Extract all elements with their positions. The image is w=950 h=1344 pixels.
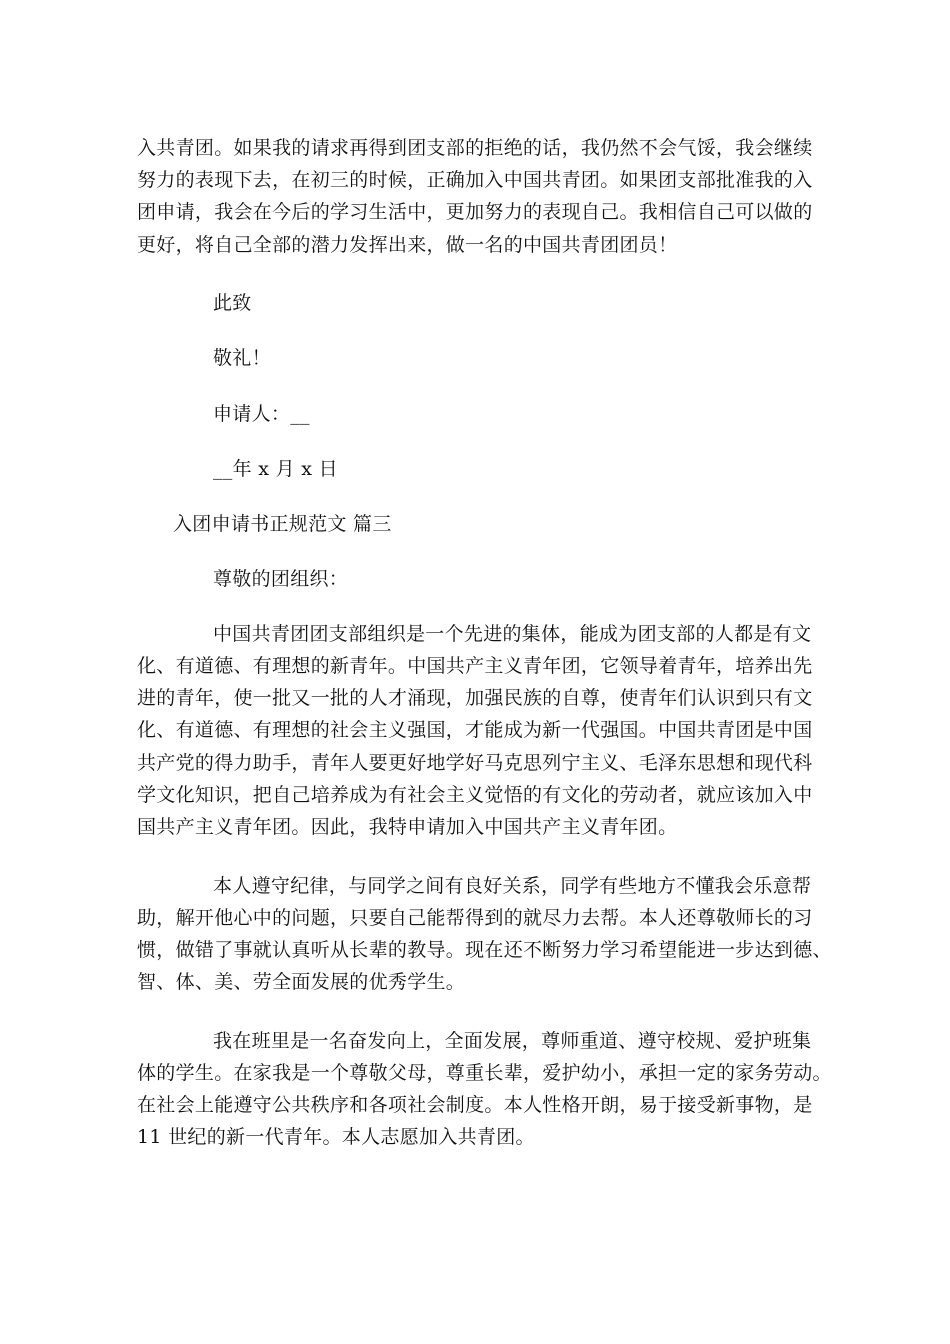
paragraph-line: 本人遵守纪律，与同学之间有良好关系，同学有些地方不懂我会乐意帮 bbox=[213, 875, 812, 897]
paragraph-line: 共产党的得力助手，青年人要更好地学好马克思列宁主义、毛泽东思想和现代科 bbox=[137, 752, 813, 774]
paragraph-line: 惯，做错了事就认真听从长辈的教导。现在还不断努力学习希望能进一步达到德、 bbox=[137, 939, 832, 961]
paragraph-line: 学文化知识，把自己培养成为有社会主义觉悟的有文化的劳动者，就应该加入中 bbox=[137, 784, 813, 806]
applicant-line: 申请人：__ bbox=[213, 403, 310, 425]
closing-text: 此致 bbox=[213, 292, 252, 314]
section-title: 入团申请书正规范文 篇三 bbox=[173, 513, 392, 535]
paragraph-line: 化、有道德、有理想的新青年。中国共产主义青年团，它领导着青年，培养出先 bbox=[137, 655, 813, 677]
paragraph-line: 我在班里是一名奋发向上，全面发展，尊师重道、遵守校规、爱护班集 bbox=[213, 1030, 812, 1052]
paragraph-line: 努力的表现下去，在初三的时候，正确加入中国共青团。如果团支部批准我的入 bbox=[137, 169, 813, 191]
paragraph-line: 化、有道德、有理想的社会主义强国，才能成为新一代强国。中国共青团是中国 bbox=[137, 719, 813, 741]
paragraph-line: 国共产主义青年团。因此，我特申请加入中国共产主义青年团。 bbox=[137, 816, 678, 838]
paragraph-line: 在社会上能遵守公共秩序和各项社会制度。本人性格开朗，易于接受新事物，是 bbox=[137, 1094, 813, 1116]
salute-text: 敬礼！ bbox=[213, 347, 271, 369]
paragraph-line: 更好，将自己全部的潜力发挥出来，做一名的中国共青团团员！ bbox=[137, 234, 678, 256]
paragraph-line: 进的青年，使一批又一批的人才涌现，加强民族的自尊，使青年们认识到只有文 bbox=[137, 687, 813, 709]
paragraph-line: 11 世纪的新一代青年。本人志愿加入共青团。 bbox=[137, 1126, 535, 1148]
paragraph-line: 助，解开他心中的问题，只要自己能帮得到的就尽力去帮。本人还尊敬师长的习 bbox=[137, 907, 813, 929]
paragraph-line: 团申请，我会在今后的学习生活中，更加努力的表现自己。我相信自己可以做的 bbox=[137, 201, 813, 223]
paragraph-line: 中国共青团团支部组织是一个先进的集体，能成为团支部的人都是有文 bbox=[213, 623, 812, 645]
paragraph-line: 体的学生。在家我是一个尊敬父母，尊重长辈，爱护幼小，承担一定的家务劳动。 bbox=[137, 1062, 832, 1084]
greeting: 尊敬的团组织： bbox=[213, 568, 349, 590]
paragraph-line: 入共青团。如果我的请求再得到团支部的拒绝的话，我仍然不会气馁，我会继续 bbox=[137, 137, 813, 159]
paragraph-line: 智、体、美、劳全面发展的优秀学生。 bbox=[137, 971, 466, 993]
date-line: __年 x 月 x 日 bbox=[213, 458, 338, 480]
